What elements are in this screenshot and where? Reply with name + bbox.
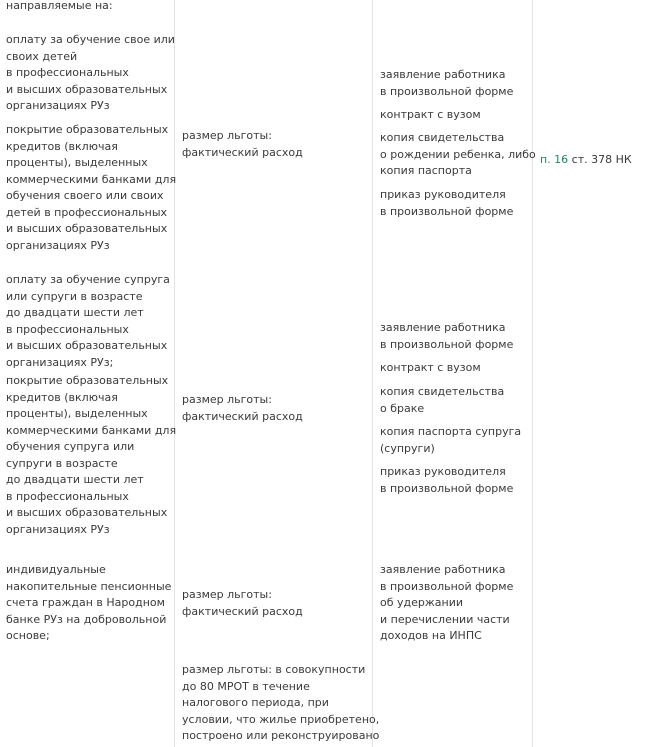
cell-purpose-text: индивидуальные накопительные пенсионные счета граждан в Народном банке РУз на добровольной основе; [6,563,172,642]
cell-document: контракт с вузом [380,361,481,374]
article-reference-text: ст. 378 НК [568,152,632,166]
cell-benefit-size: размер льготы: фактический расход [182,588,303,618]
cell-benefit-size: размер льготы: фактический расход [182,393,303,423]
cell-document: копия свидетельства о рождении ребенка, либо копия паспорта [380,131,536,177]
cell-purpose-text: покрытие образовательных кредитов (включая проценты), выделенных коммерческими банками для обучения своего или своих детей в профессиональных и высших образовательных организациях РУз [6,123,177,252]
cell-purpose-text: покрытие образовательных кредитов (включая проценты), выделенных коммерческими банками для обучения супруга или супруги в возрасте до двадцати шести лет в профессиональных и высших образовательных организациях РУз [6,374,177,536]
cell-document: заявление работника в произвольной форме об удержании и перечислении части доходов на ИНПС [380,563,514,642]
article-link[interactable]: п. 16 [540,152,569,166]
column-divider [532,0,533,747]
cell-purpose-text: направляемые на: [6,0,113,12]
cell-document: заявление работника в произвольной форме [380,321,514,351]
cell-document: приказ руководителя в произвольной форме [380,188,514,218]
cell-purpose-text: оплату за обучение свое или своих детей в профессиональных и высших образовательных организациях РУз [6,33,175,112]
cell-legal-reference [540,135,632,168]
cell-benefit-size: размер льготы: фактический расход [182,129,303,159]
cell-document: копия паспорта супруга (супруги) [380,425,522,455]
cell-document: копия свидетельства о браке [380,385,505,415]
cell-document: приказ руководителя в произвольной форме [380,465,514,495]
column-divider [372,0,373,747]
cell-benefit-size: размер льготы: в совокупности до 80 МРОТ в течение налогового периода, при условии, что жилье приобретено, построено или реконструировано [182,663,380,742]
cell-purpose-text: оплату за обучение супруга или супруги в возрасте до двадцати шести лет в профессиональных и высших образовательных организациях РУз; [6,273,170,369]
cell-document: контракт с вузом [380,108,481,121]
cell-document: заявление работника в произвольной форме [380,68,514,98]
